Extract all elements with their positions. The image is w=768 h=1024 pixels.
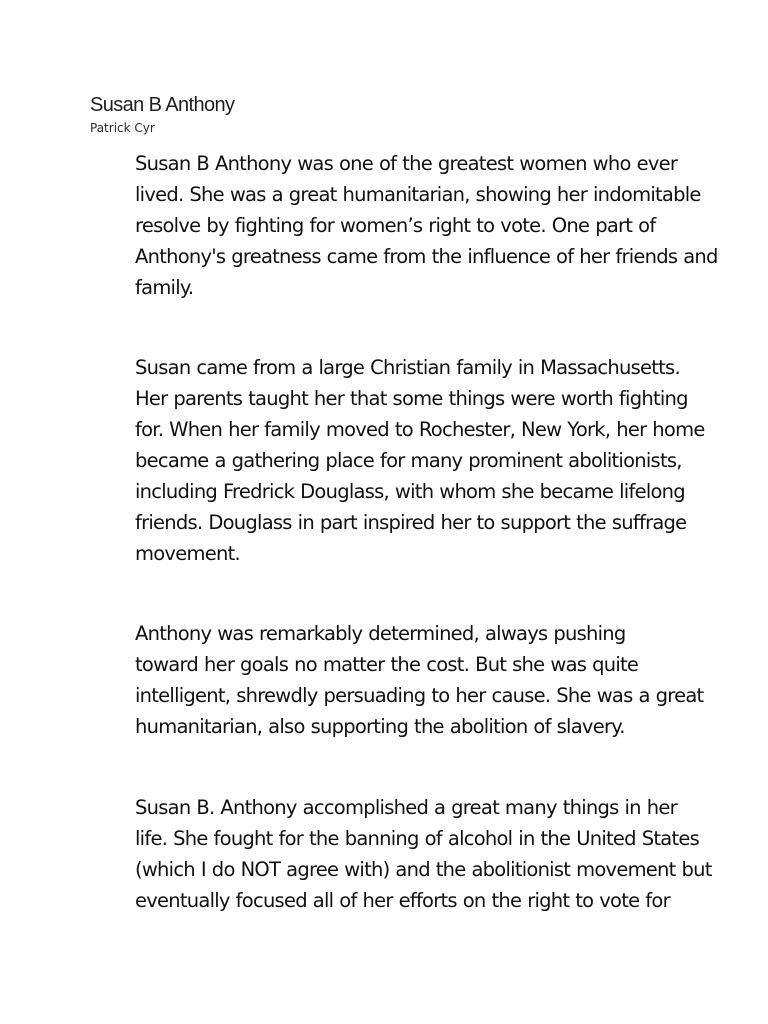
paragraph-line: humanitarian, also supporting the abolition of slavery. bbox=[135, 715, 625, 738]
paragraph-line: for. When her family moved to Rochester, New York, her home bbox=[135, 418, 705, 441]
paragraph-3 bbox=[90, 618, 704, 742]
paragraph-line: toward her goals no matter the cost. But she was quite bbox=[135, 653, 639, 676]
paragraph-line: (which I do NOT agree with) and the abolitionist movement but bbox=[135, 858, 712, 881]
paragraph-1 bbox=[90, 148, 718, 303]
paragraph-line: Anthony's greatness came from the influence of her friends and bbox=[135, 245, 718, 268]
paragraph-line: lived. She was a great humanitarian, showing her indomitable bbox=[135, 183, 701, 206]
paragraph-line: Susan B Anthony was one of the greatest women who ever bbox=[135, 152, 678, 175]
paragraph-line: family. bbox=[135, 276, 194, 299]
document-title: Susan B Anthony bbox=[90, 94, 235, 116]
paragraph-line: Anthony was remarkably determined, always pushing bbox=[135, 622, 626, 645]
paragraph-line: friends. Douglass in part inspired her to support the suffrage bbox=[135, 511, 687, 534]
paragraph-line: Susan B. Anthony accomplished a great many things in her bbox=[135, 796, 677, 819]
paragraph-line: intelligent, shrewdly persuading to her cause. She was a great bbox=[135, 684, 704, 707]
paragraph-line: movement. bbox=[135, 542, 240, 565]
paragraph-line: life. She fought for the banning of alcohol in the United States bbox=[135, 827, 700, 850]
paragraph-line: eventually focused all of her efforts on the right to vote for bbox=[135, 889, 670, 912]
paragraph-line: became a gathering place for many prominent abolitionists, bbox=[135, 449, 682, 472]
paragraph-2 bbox=[90, 352, 705, 569]
paragraph-line: resolve by fighting for women’s right to vote. One part of bbox=[135, 214, 656, 237]
paragraph-4 bbox=[90, 792, 712, 916]
paragraph-line: Her parents taught her that some things were worth fighting bbox=[135, 387, 688, 410]
paragraph-line: including Fredrick Douglass, with whom she became lifelong bbox=[135, 480, 685, 503]
document-author: Patrick Cyr bbox=[90, 121, 155, 135]
paragraph-line: Susan came from a large Christian family in Massachusetts. bbox=[135, 356, 680, 379]
